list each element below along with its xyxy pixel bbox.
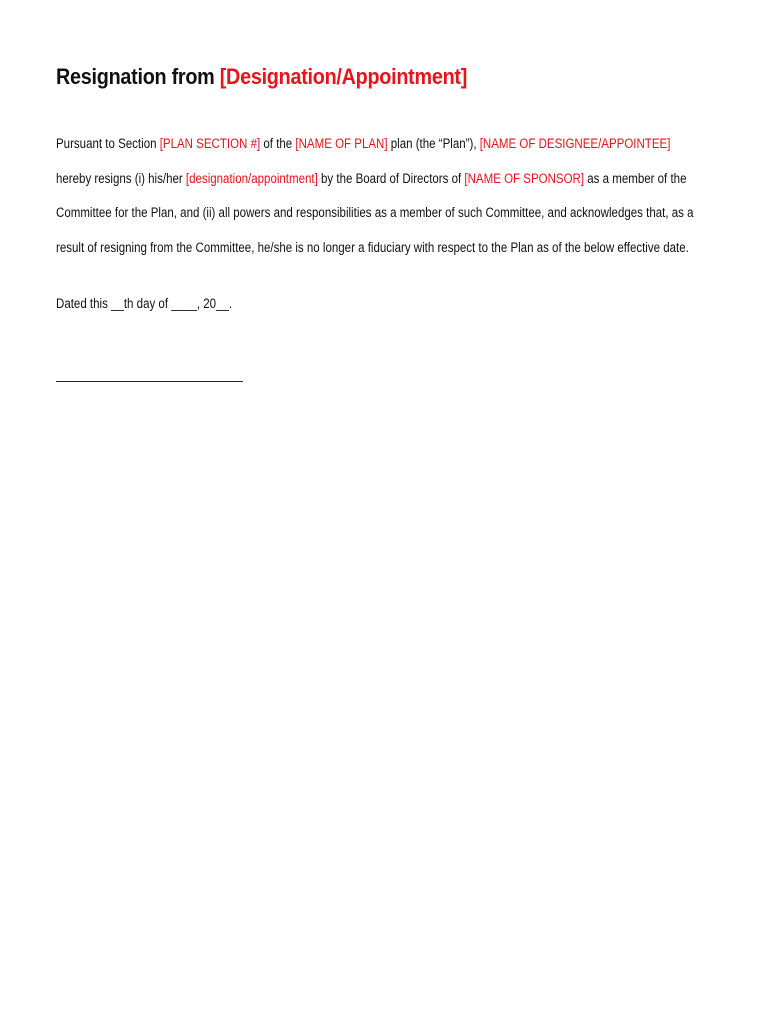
line2-text-1: hereby resigns (i) his/her [56, 170, 186, 186]
line2-text-2: by the Board of Directors of [317, 170, 465, 186]
line2-text-3: as a member of the [584, 170, 687, 186]
resignation-paragraph [56, 127, 694, 265]
signature-line [56, 381, 243, 382]
paragraph-line-4: result of resigning from the Committee, he/she is no longer a fiduciary with respect to the Plan as of the below effective date. [56, 239, 689, 255]
placeholder-plan-section: [PLAN SECTION #] [159, 136, 261, 151]
document-title [56, 62, 467, 92]
paragraph-line-1 [56, 127, 670, 162]
line1-text-1: Pursuant to Section [56, 136, 160, 151]
line1-text-2: of the [260, 136, 296, 151]
title-prefix: Resignation from [56, 64, 220, 89]
placeholder-designation-appointment: [designation/appointment] [185, 170, 318, 186]
placeholder-designee-name: [NAME OF DESIGNEE/APPOINTEE] [479, 136, 671, 151]
paragraph-line-3: Committee for the Plan, and (ii) all powers and responsibilities as a member of such Committee, and acknowledges that, as a [56, 205, 694, 220]
placeholder-sponsor-name: [NAME OF SPONSOR] [464, 170, 585, 186]
title-placeholder-designation: [Designation/Appointment] [219, 64, 468, 89]
placeholder-plan-name: [NAME OF PLAN] [295, 136, 388, 151]
paragraph-line-2 [56, 162, 687, 197]
line1-text-3: plan (the “Plan”), [387, 136, 480, 151]
dated-line: Dated this __th day of ____, 20__. [56, 296, 233, 311]
